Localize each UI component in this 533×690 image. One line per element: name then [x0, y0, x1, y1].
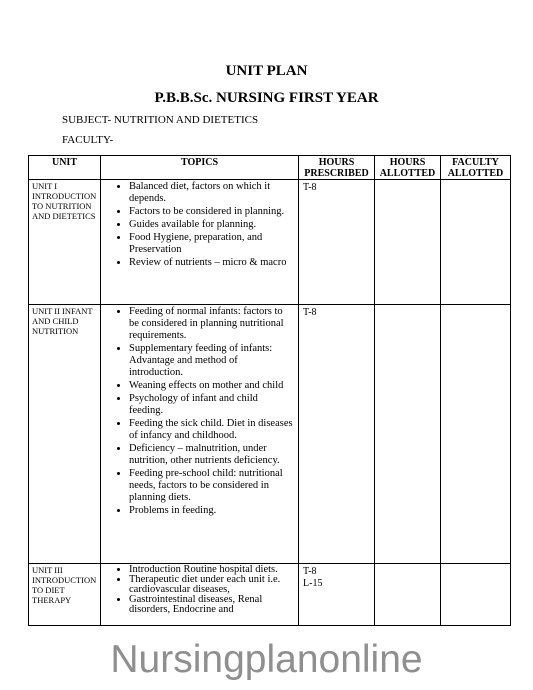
topic-item: • Feeding the sick child. Diet in diseases of infancy and childhood. — [129, 418, 294, 442]
hours-allotted-cell — [375, 305, 441, 564]
topic-item: • Deficiency – malnutrition, under nutrition, other nutrients deficiency. — [129, 443, 294, 467]
topic-item: • Food Hygiene, preparation, and Preservation — [129, 232, 294, 256]
topic-item: • Gastrointestinal diseases, Renal disorders, Endocrine and — [129, 595, 294, 615]
faculty-allotted-cell — [441, 305, 511, 564]
faculty-allotted-cell — [441, 564, 511, 626]
topic-item: • Feeding of normal infants: factors to be considered in planning nutritional requirements. — [129, 306, 294, 342]
hours-prescribed-cell — [299, 305, 375, 564]
header-topics: TOPICS — [101, 156, 299, 180]
topic-item: • Factors to be considered in planning. — [129, 206, 294, 218]
topic-item: • Balanced diet, factors on which it depends. — [129, 181, 294, 205]
faculty-line: FACULTY- — [62, 134, 114, 146]
topic-item: • Psychology of infant and child feeding. — [129, 393, 294, 417]
header-hours-prescribed: HOURS PRESCRIBED — [299, 156, 375, 180]
unit-cell: UNIT II INFANT AND CHILD NUTRITION — [29, 305, 101, 564]
topic-item: • Introduction Routine hospital diets. — [129, 565, 294, 575]
header-hours-allotted: HOURS ALLOTTED — [375, 156, 441, 180]
topics-list — [107, 306, 294, 517]
topics-cell — [101, 564, 299, 626]
topic-item: • Supplementary feeding of infants: Advantage and method of introduction. — [129, 343, 294, 379]
topics-cell — [101, 180, 299, 305]
table-header-row — [29, 156, 511, 180]
topic-item: • Therapeutic diet under each unit i.e. cardiovascular diseases, — [129, 575, 294, 595]
hours-value: T-8 — [303, 566, 317, 577]
page-title: UNIT PLAN — [225, 63, 308, 79]
subject-line: SUBJECT- NUTRITION AND DIETETICS — [62, 114, 259, 126]
topic-item: • Feeding pre-school child: nutritional needs, factors to be considered in planning diets. — [129, 468, 294, 504]
topic-item: • Guides available for planning. — [129, 219, 294, 231]
faculty-allotted-cell — [441, 180, 511, 305]
topics-list — [107, 181, 294, 269]
topic-item: • Weaning effects on mother and child — [129, 380, 294, 392]
unit-cell: UNIT I INTRODUCTION TO NUTRITION AND DIETETICS — [29, 180, 101, 305]
header-faculty-allotted: FACULTY ALLOTTED — [441, 156, 511, 180]
table-row — [29, 180, 511, 305]
header-unit: UNIT — [29, 156, 101, 180]
hours-prescribed-cell — [299, 180, 375, 305]
hours-allotted-cell — [375, 180, 441, 305]
hours-prescribed-cell — [299, 564, 375, 626]
page-subtitle: P.B.B.Sc. NURSING FIRST YEAR — [154, 90, 379, 106]
unit-cell: UNIT III INTRODUCTION TO DIET THERAPY — [29, 564, 101, 626]
table-row — [29, 305, 511, 564]
hours-value: T-8 — [303, 307, 317, 318]
watermark-text: Nursingplanonline — [110, 638, 423, 681]
topics-cell — [101, 305, 299, 564]
topic-item: • Problems in feeding. — [129, 505, 294, 517]
unit-plan-table — [28, 155, 511, 626]
table-row — [29, 564, 511, 626]
hours-value: L-15 — [303, 578, 323, 589]
topic-item: • Review of nutrients – micro & macro — [129, 257, 294, 269]
topics-list — [107, 565, 294, 615]
hours-value: T-8 — [303, 182, 317, 193]
hours-allotted-cell — [375, 564, 441, 626]
